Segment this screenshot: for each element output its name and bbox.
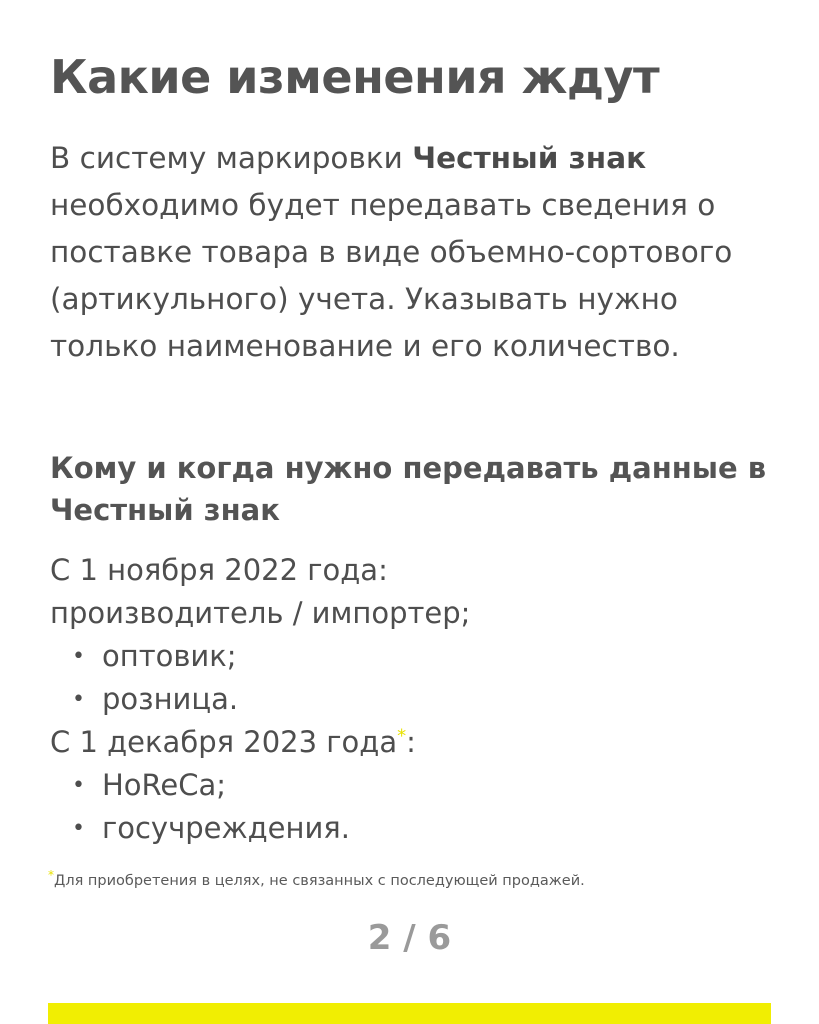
section-subtitle: Кому и когда нужно передавать данные в Честный знак [50, 451, 767, 527]
period-2-heading [50, 721, 790, 764]
list-item [50, 764, 790, 807]
accent-bar [48, 1003, 771, 1024]
intro-paragraph [50, 135, 790, 370]
list-item-label: HoReCa; [102, 768, 227, 802]
list-item-label: оптовик; [102, 639, 237, 673]
footnote-star-icon: * [397, 725, 407, 747]
list-item [50, 678, 790, 721]
bullet-icon: • [72, 687, 85, 712]
period-1-first-line: производитель / импортер; [50, 596, 471, 630]
period-1-heading: С 1 ноября 2022 года: [50, 553, 388, 587]
list-item-label: розница. [102, 682, 239, 716]
intro-text-after: необходимо будет передавать сведения о поставке товара в виде объемно-сортового (артикульного) учета. Указывать нужно только наименование и его количество. [50, 188, 733, 363]
intro-text-before: В систему маркировки [50, 141, 413, 175]
footnote-star-icon: * [48, 868, 54, 883]
page-indicator: 2 / 6 [367, 918, 452, 958]
list-item-label: госучреждения. [102, 811, 350, 845]
list-item [50, 807, 790, 850]
bullet-icon: • [72, 644, 85, 669]
footnote-text: Для приобретения в целях, не связанных с последующей продажей. [54, 873, 585, 889]
period-2-colon: : [406, 725, 416, 759]
page-title: Какие изменения ждут [50, 50, 660, 104]
bullet-icon: • [72, 773, 85, 798]
period-2-label: С 1 декабря 2023 года [50, 725, 398, 759]
intro-brand-name: Честный знак [412, 141, 647, 175]
bullet-icon: • [72, 816, 85, 841]
footnote [48, 868, 585, 889]
list-item [50, 635, 790, 678]
schedule-list [50, 549, 790, 850]
